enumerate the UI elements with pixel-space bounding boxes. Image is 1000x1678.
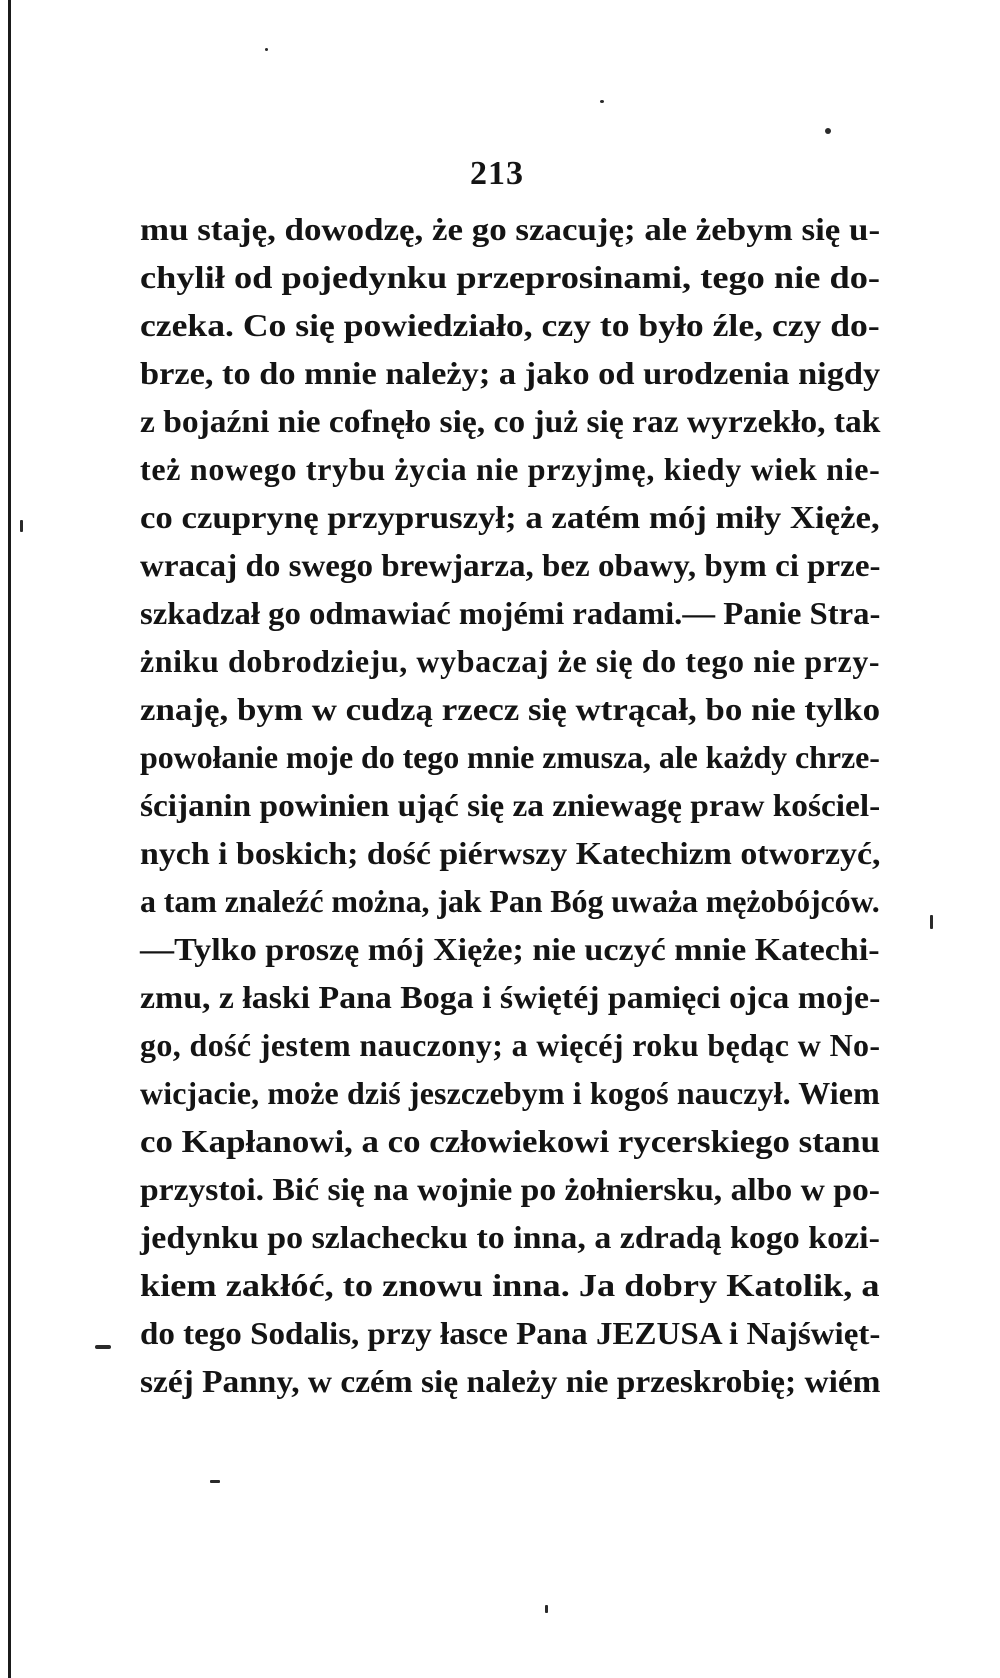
text-line: széj Panny, w czém się należy nie przeskrobię; wiém [140, 1363, 881, 1399]
text-line: znaję, bym w cudzą rzecz się wtrącał, bo nie tylko [140, 691, 881, 727]
text-line: wicjacie, może dziś jeszczebym i kogoś nauczył. Wiem [140, 1075, 880, 1111]
text-line: chylił od pojedynku przeprosinami, tego nie do- [140, 259, 881, 295]
text-line: powołanie moje do tego mnie zmusza, ale każdy chrze- [140, 739, 880, 775]
text-line: żniku dobrodzieju, wybaczaj że się do tego nie przy- [140, 643, 881, 679]
text-line: czeka. Co się powiedziało, czy to było źle, czy do- [140, 307, 880, 343]
page-number: 213 [470, 155, 524, 192]
text-line: z bojaźni nie cofnęło się, co już się raz wyrzekło, tak [140, 403, 881, 439]
scan-speck [265, 48, 268, 51]
text-line: przystoi. Bić się na wojnie po żołniersku, albo w po- [140, 1171, 880, 1207]
scan-speck [825, 128, 831, 134]
text-line: szkadzał go odmawiać mojémi radami.— Panie Stra- [140, 595, 881, 631]
text-line: nych i boskich; dość piérwszy Katechizm otworzyć, [140, 835, 881, 871]
scan-speck [95, 1345, 111, 1349]
page-gutter-edge [8, 0, 11, 1678]
scan-speck [210, 1480, 220, 1483]
text-line: go, dość jestem nauczony; a więcéj roku będąc w No- [140, 1027, 881, 1063]
text-line: a tam znaleźć można, jak Pan Bóg uważa mężobójców. [140, 883, 880, 919]
text-line: brze, to do mnie należy; a jako od urodzenia nigdy [140, 355, 881, 391]
text-line: mu staję, dowodzę, że go szacuję; ale żebym się u- [140, 211, 881, 247]
scan-speck [545, 1605, 548, 1613]
text-line: ścijanin powinien ująć się za zniewagę praw kościel- [140, 787, 881, 823]
text-line: zmu, z łaski Pana Boga i świętéj pamięci ojca moje- [140, 979, 881, 1015]
text-line: co czuprynę przypruszył; a zatém mój miły Xięże, [140, 499, 880, 535]
text-line: —Tylko proszę mój Xięże; nie uczyć mnie Katechi- [140, 931, 880, 967]
text-line: też nowego trybu życia nie przyjmę, kiedy wiek nie- [140, 451, 881, 487]
text-line: do tego Sodalis, przy łasce Pana JEZUSA i Najświęt- [140, 1315, 881, 1351]
scan-speck [20, 520, 23, 532]
scan-speck [600, 100, 604, 103]
text-line: wracaj do swego brewjarza, bez obawy, bym ci prze- [140, 547, 881, 583]
text-line: jedynku po szlachecku to inna, a zdradą kogo kozi- [140, 1219, 880, 1255]
text-line: co Kapłanowi, a co człowiekowi rycerskiego stanu [140, 1123, 880, 1159]
text-line: kiem zakłóć, to znowu inna. Ja dobry Katolik, a [140, 1267, 880, 1303]
scan-speck [930, 915, 933, 929]
